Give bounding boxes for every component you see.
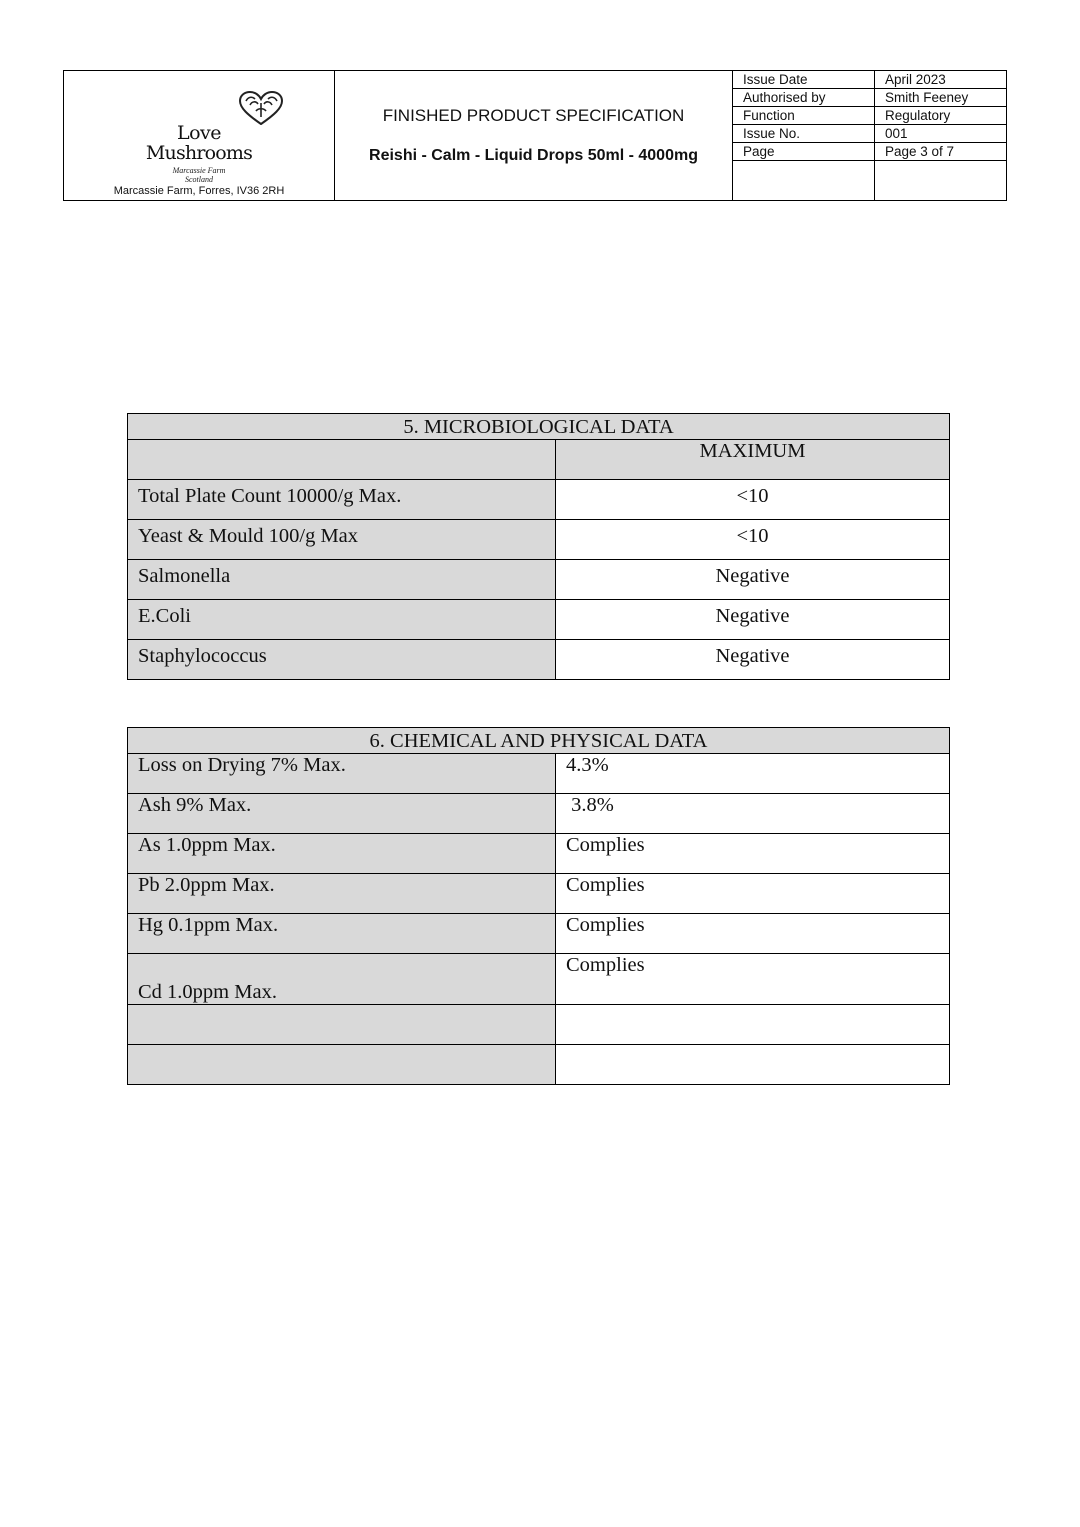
section-title: 6. CHEMICAL AND PHYSICAL DATA xyxy=(128,728,950,754)
meta-key: Issue No. xyxy=(733,125,875,143)
meta-row-empty xyxy=(733,161,1006,201)
test-label: Yeast & Mould 100/g Max xyxy=(128,520,556,560)
table-row xyxy=(128,480,950,520)
column-header-empty xyxy=(128,440,556,480)
test-result: Negative xyxy=(556,600,950,640)
table-row xyxy=(128,834,950,874)
section-title: 5. MICROBIOLOGICAL DATA xyxy=(128,414,950,440)
document-meta-table xyxy=(733,71,1006,200)
meta-value: April 2023 xyxy=(875,71,1007,89)
microbiological-data-table xyxy=(127,413,950,680)
test-label: Cd 1.0ppm Max. xyxy=(128,954,556,1005)
test-result: <10 xyxy=(556,480,950,520)
column-header-maximum: MAXIMUM xyxy=(556,440,950,480)
test-result xyxy=(556,1005,950,1045)
meta-key-empty xyxy=(733,161,875,201)
test-label: Staphylococcus xyxy=(128,640,556,680)
company-address: Marcassie Farm, Forres, IV36 2RH xyxy=(113,185,285,197)
table-row xyxy=(128,794,950,834)
test-label: Loss on Drying 7% Max. xyxy=(128,754,556,794)
table-row xyxy=(128,754,950,794)
table-row xyxy=(128,560,950,600)
meta-row xyxy=(733,71,1006,89)
section-title-row xyxy=(128,728,950,754)
test-label: Total Plate Count 10000/g Max. xyxy=(128,480,556,520)
table-row xyxy=(128,914,950,954)
meta-value: 001 xyxy=(875,125,1007,143)
table-row-empty xyxy=(128,1005,950,1045)
test-result: Complies xyxy=(556,954,950,1005)
document-meta-block xyxy=(733,71,1006,200)
test-label: Salmonella xyxy=(128,560,556,600)
table-row-empty xyxy=(128,1045,950,1085)
test-label: Pb 2.0ppm Max. xyxy=(128,874,556,914)
table-row xyxy=(128,874,950,914)
test-result: Negative xyxy=(556,640,950,680)
logo-tagline-farm: Marcassie Farm xyxy=(172,166,226,175)
meta-row xyxy=(733,143,1006,161)
column-header-row xyxy=(128,440,950,480)
test-label: As 1.0ppm Max. xyxy=(128,834,556,874)
logo-tagline-country: Scotland xyxy=(185,175,213,184)
meta-row xyxy=(733,107,1006,125)
section-title-row xyxy=(128,414,950,440)
logo-wordmark-mushrooms: Mushrooms xyxy=(145,142,253,164)
chemical-physical-data-table xyxy=(127,727,950,1085)
meta-value-empty xyxy=(875,161,1007,201)
test-label xyxy=(128,1005,556,1045)
table-row xyxy=(128,600,950,640)
table-row xyxy=(128,640,950,680)
heart-mushroom-logo-icon xyxy=(238,91,284,125)
test-result: Complies xyxy=(556,874,950,914)
test-result: Complies xyxy=(556,834,950,874)
test-result: Complies xyxy=(556,914,950,954)
title-block xyxy=(335,71,733,200)
test-label xyxy=(128,1045,556,1085)
test-result: <10 xyxy=(556,520,950,560)
meta-value: Smith Feeney xyxy=(875,89,1007,107)
logo-wordmark-love: Love xyxy=(176,122,222,144)
meta-key: Page xyxy=(733,143,875,161)
test-result: 4.3% xyxy=(556,754,950,794)
test-label: E.Coli xyxy=(128,600,556,640)
document-header xyxy=(63,70,1007,201)
product-name: Reishi - Calm - Liquid Drops 50ml - 4000mg xyxy=(369,147,698,164)
meta-value: Page 3 of 7 xyxy=(875,143,1007,161)
test-label: Ash 9% Max. xyxy=(128,794,556,834)
table-row xyxy=(128,954,950,1005)
meta-key: Issue Date xyxy=(733,71,875,89)
test-result: 3.8% xyxy=(556,794,950,834)
test-result xyxy=(556,1045,950,1085)
meta-value: Regulatory xyxy=(875,107,1007,125)
meta-key: Function xyxy=(733,107,875,125)
meta-row xyxy=(733,89,1006,107)
document-title: FINISHED PRODUCT SPECIFICATION xyxy=(382,106,685,125)
test-result: Negative xyxy=(556,560,950,600)
table-row xyxy=(128,520,950,560)
meta-row xyxy=(733,125,1006,143)
meta-key: Authorised by xyxy=(733,89,875,107)
company-logo-block xyxy=(64,71,335,200)
test-label: Hg 0.1ppm Max. xyxy=(128,914,556,954)
